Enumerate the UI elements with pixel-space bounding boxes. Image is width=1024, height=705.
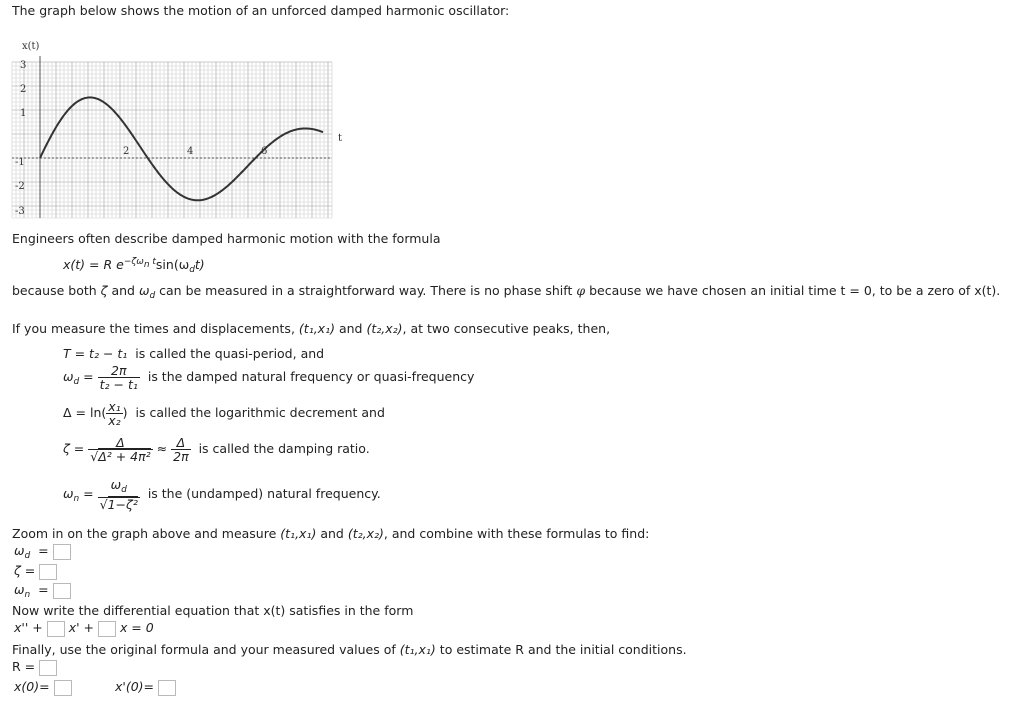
ode-row: x'' + x' + x = 0 bbox=[14, 620, 154, 635]
omega-n-input[interactable] bbox=[53, 583, 71, 599]
R-input[interactable] bbox=[39, 660, 57, 676]
x-tick-2: 2 bbox=[123, 146, 130, 157]
final-text: Finally, use the original formula and your measured values of (t₁,x₁) to estimate R and the initial conditions. bbox=[12, 642, 687, 657]
quasi-period-def: T = t₂ − t₁ is called the quasi-period, and bbox=[63, 346, 325, 361]
zeta-input[interactable] bbox=[39, 564, 57, 580]
main-formula: x(t) = R $e^{-\zeta\omega n t}\sin(\omega_dt)$ bbox=[63, 257, 205, 275]
answer-x0-row: x(0)= bbox=[14, 679, 72, 696]
answer-zeta-row: ζ = bbox=[14, 563, 57, 580]
oscillation-curve bbox=[40, 97, 323, 200]
y-tick-neg1: -1 bbox=[15, 157, 25, 168]
oscillator-graph bbox=[10, 38, 346, 222]
quasi-frequency-def: $\omega_d$ = $\frac{2\pi}{\text{t₂ − t₁}}$ is the damped natural frequency or quasi-frequency bbox=[63, 363, 475, 392]
measure-text: If you measure the times and displacements, (t₁,x₁) and (t₂,x₂), at two consecutive peaks, then, bbox=[12, 321, 611, 336]
ode-coef-c-input[interactable] bbox=[98, 621, 116, 637]
x-tick-4: 4 bbox=[187, 146, 194, 157]
log-decrement-def: Δ = ln( $\frac{\text{x₁}}{\text{x₂}}$ ) is called the logarithmic decrement and bbox=[63, 399, 385, 428]
xp0-input[interactable] bbox=[158, 680, 176, 696]
x-axis-label: t bbox=[338, 133, 343, 144]
intro-text: The graph below shows the motion of an unforced damped harmonic oscillator: bbox=[12, 3, 510, 18]
ode-intro: Now write the differential equation that x(t) satisfies in the form bbox=[12, 603, 414, 618]
ode-coef-b-input[interactable] bbox=[47, 621, 65, 637]
graph-grid bbox=[12, 62, 332, 218]
answer-omega-n-row: $\omega_n$ = bbox=[14, 582, 71, 600]
because-text: because both ζ and $\omega_d$ can be measured in a straightforward way. There is no phase shift φ because we have chosen an initial time t = 0, to be a zero of x(t). bbox=[12, 283, 1001, 301]
y-tick-1: 1 bbox=[20, 108, 27, 119]
zoom-text: Zoom in on the graph above and measure (t₁,x₁) and (t₂,x₂), and combine with these formulas to find: bbox=[12, 526, 650, 541]
natural-frequency-def: $\omega_n$ = $\frac{\omega_d}{\text{√1−ζ²}}$ is the (undamped) natural frequency. bbox=[63, 477, 381, 512]
answer-omega-d-row: $\omega_d$ = bbox=[14, 543, 71, 561]
y-axis-label: x(t) bbox=[22, 41, 40, 52]
damping-ratio-def: ζ = $\frac{\Delta}{\text{√Δ² + 4π²}}$ ≈ $\frac{\Delta}{2\pi}$ is called the damping ratio. bbox=[63, 435, 370, 464]
y-tick-neg3: -3 bbox=[15, 206, 25, 217]
answer-R-row: R = bbox=[12, 659, 57, 676]
y-tick-neg2: -2 bbox=[15, 181, 25, 192]
answer-xp0-row: x'(0)= bbox=[115, 679, 176, 696]
engineers-text: Engineers often describe damped harmonic motion with the formula bbox=[12, 231, 441, 246]
y-tick-3: 3 bbox=[20, 60, 27, 71]
omega-d-input[interactable] bbox=[53, 544, 71, 560]
x0-input[interactable] bbox=[54, 680, 72, 696]
y-tick-2: 2 bbox=[20, 84, 27, 95]
x-tick-6: 6 bbox=[261, 146, 268, 157]
